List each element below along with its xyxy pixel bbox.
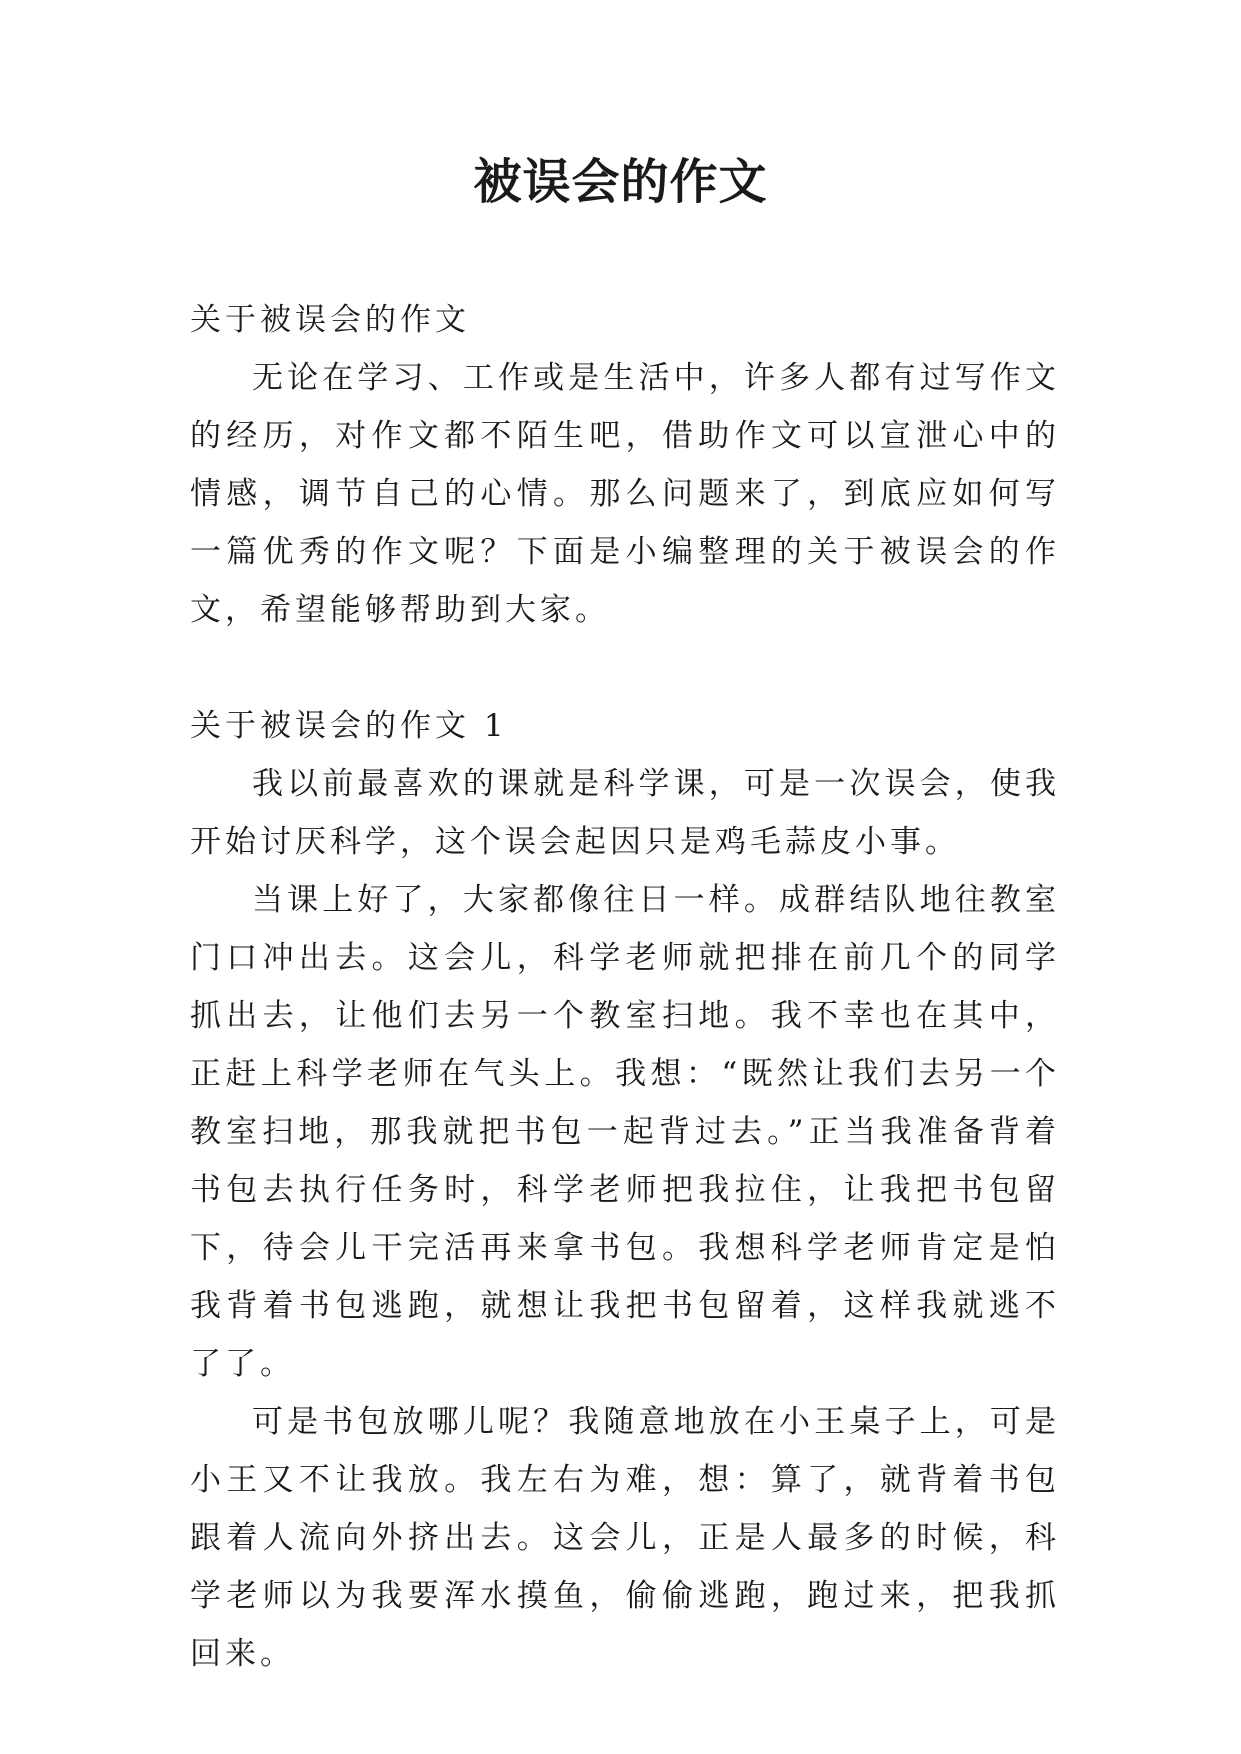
intro-paragraph: 无论在学习、工作或是生活中，许多人都有过写作文的经历，对作文都不陌生吧，借助作文可以宣泄心中的情感，调节自己的心情。那么问题来了，到底应如何写一篇优秀的作文呢？下面是小编整理的关于被误会的作文，希望能够帮助到大家。 bbox=[190, 360, 1060, 628]
section-spacer bbox=[190, 639, 1060, 697]
document-body bbox=[190, 291, 1060, 1683]
body-paragraph: 当课上好了，大家都像往日一样。成群结队地往教室门口冲出去。这会儿，科学老师就把排在前几个的同学抓出去，让他们去另一个教室扫地。我不幸也在其中，正赶上科学老师在气头上。我想：“既然让我们去另一个教室扫地，那我就把书包一起背过去。”正当我准备背着书包去执行任务时，科学老师把我拉住，让我把书包留下，待会儿干完活再来拿书包。我想科学老师肯定是怕我背着书包逃跑，就想让我把书包留着，这样我就逃不了了。 bbox=[190, 882, 1060, 1382]
document-title: 被误会的作文 bbox=[473, 154, 768, 210]
intro-heading: 关于被误会的作文 bbox=[190, 302, 470, 338]
section-heading: 关于被误会的作文 1 bbox=[190, 708, 508, 744]
body-paragraph: 可是书包放哪儿呢？我随意地放在小王桌子上，可是小王又不让我放。我左右为难，想：算了，就背着书包跟着人流向外挤出去。这会儿，正是人最多的时候，科学老师以为我要浑水摸鱼，偷偷逃跑，跑过来，把我抓回来。 bbox=[190, 1404, 1060, 1672]
body-paragraph: 我以前最喜欢的课就是科学课，可是一次误会，使我开始讨厌科学，这个误会起因只是鸡毛蒜皮小事。 bbox=[190, 766, 1060, 860]
